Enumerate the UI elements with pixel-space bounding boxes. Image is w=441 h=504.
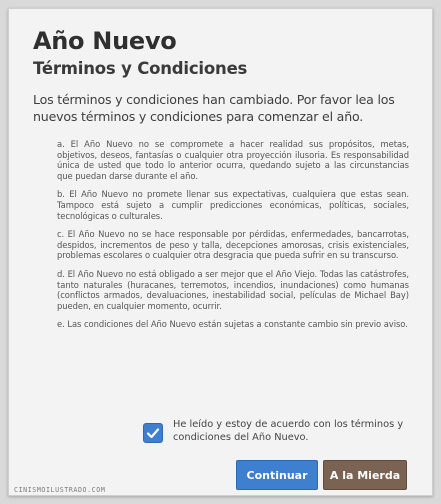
term-item-e: e. Las condiciones del Año Nuevo están sujetas a constante cambio sin previo aviso. (57, 319, 408, 330)
terms-dialog (8, 8, 433, 496)
continue-button[interactable]: Continuar (236, 460, 318, 490)
term-item-d: d. El Año Nuevo no está obligado a ser mejor que el Año Viejo. Todas las catástrofes, tanto naturales (huracanes, terremotos, incendios, inundaciones) como humanas (conflictos armados, devaluaciones, inestabilidad social, películas de Michael Bay) pueden, en cualquier momento, ocurrir. (57, 268, 409, 311)
checkmark-icon (146, 426, 160, 440)
intro-text: Los términos y condiciones han cambiado. Por favor lea los nuevos términos y condiciones para comenzar el año. (33, 92, 395, 124)
term-item-b: b. El Año Nuevo no promete llenar sus expectativas, cualquiera que estas sean. Tampoco está sujeto a cumplir predicciones económicas, políticas, sociales, tecnológicas o culturales. (57, 189, 409, 221)
terms-list (57, 139, 409, 338)
agree-label: He leído y estoy de acuerdo con los términos y condiciones del Año Nuevo. (173, 419, 404, 443)
term-item-c: c. El Año Nuevo no se hace responsable por pérdidas, enfermedades, bancarrotas, despidos, incrementos de peso y talla, decepciones amorosas, crisis existenciales, problemas escolares o cualquier otra desgracia que pueda sufrir en su transcurso. (57, 229, 409, 261)
decline-button[interactable]: A la Mierda (323, 460, 407, 490)
watermark-text: CINISMOILUSTRADO.COM (14, 486, 106, 494)
dialog-subtitle: Términos y Condiciones (33, 59, 248, 78)
dialog-title: Año Nuevo (33, 27, 177, 55)
term-item-a: a. El Año Nuevo no se compromete a hacer realidad sus propósitos, metas, objetivos, deseos, fantasías o cualquier otra proyección ilusoria. Es responsabilidad única de usted que todo lo anterior ocurra, quedando sujeto a las circunstancias que puedan darse durante el año. (57, 139, 409, 181)
agree-checkbox[interactable] (143, 423, 163, 443)
